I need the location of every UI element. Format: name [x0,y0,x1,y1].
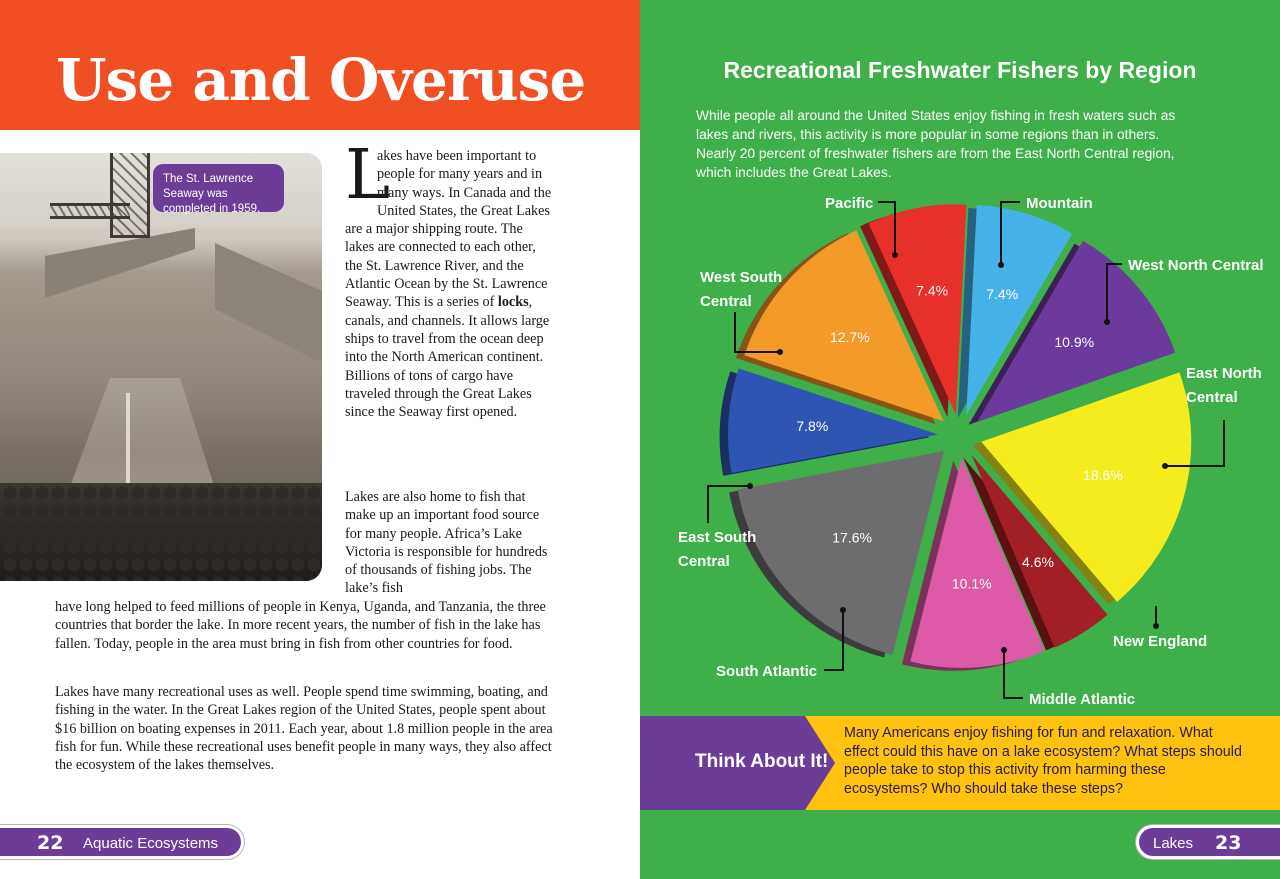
photo-caption: The St. Lawrence Seaway was completed in 1959. [153,164,284,212]
pie-value-label: 18.6% [1082,466,1123,483]
footer-chapter-title: Lakes [1153,835,1194,852]
paragraph-1-text-a: akes have been important to people for many years and in many ways. In Canada and the United States, the Great Lakes are a major shipping route. The lakes are connected to each other, the St. Lawrence River, and the Atlantic Ocean by the St. Lawrence Seaway. This is a series of [345,148,552,311]
paragraph-2-a: Lakes are also home to fish that make up an important food source for many people. Africa’s Lake Victoria is responsible for hundreds of thousands of fishing jobs. The lake’s fish [345,489,548,597]
pie-region-label: South Atlantic [716,663,818,680]
leader-dot [1153,623,1159,629]
right-page [640,0,1280,879]
pie-region-label: New England [1113,633,1208,650]
leader-dot [747,483,753,489]
pie-chart [640,0,1280,716]
leader-dot [1001,647,1007,653]
footer-right [1136,825,1280,859]
keyword-locks[interactable]: locks [497,294,529,311]
pie-value-label: 17.6% [832,529,872,546]
pie-region-label: Middle Atlantic [1029,691,1136,708]
drop-cap: L [345,136,391,215]
paragraph-2-b: have long helped to feed millions of people in Kenya, Uganda, and Tanzania, the three countries that border the lake. In more recent years, the number of fish in the lake has fallen. Today, people in the area must bring in fish from other countries for food. [55,599,546,652]
footer-left [0,825,244,859]
leader-dot [1104,319,1110,325]
pie-value-label: 7.4% [916,282,949,299]
pie-value-label: 7.8% [796,417,829,434]
think-about-it-title: Think About It! [695,751,829,772]
leader-dot [892,252,898,258]
think-about-it-text: Many Americans enjoy fishing for fun and relaxation. What effect could this have on a lake ecosystem? What steps should people take to stop this activity from harming these ecosystems? Who should take these steps? [844,725,1242,797]
pie-value-label: 10.1% [951,575,992,592]
pie-region-label: West North Central [1128,257,1264,274]
page-title: Use and Overuse [56,46,586,114]
footer-book-title: Aquatic Ecosystems [83,835,219,852]
leader-dot [840,607,846,613]
pie-value-label: 4.6% [1022,553,1054,570]
pie-region-label: Mountain [1026,195,1093,212]
leader-dot [998,262,1004,268]
pie-region-label: East North Central [1186,365,1262,406]
chart-title: Recreational Freshwater Fishers by Region [723,57,1197,83]
pie-region-label: West South Central [700,269,783,310]
pie-value-label: 10.9% [1054,333,1095,350]
leader-dot [777,349,783,355]
paragraph-1 [345,136,555,421]
pie-region-label: East South Central [678,529,757,570]
chart-intro: While people all around the United States enjoy fishing in fresh waters such as lakes and rivers, this activity is more popular in some regions than in others. Nearly 20 percent of freshwater fishers are from the East North Central region, which includes the Great Lakes. [696,108,1176,180]
seaway-photo [0,153,322,581]
page-number-right: 23 [1215,832,1242,854]
page-number-left: 22 [37,832,64,854]
pie-value-label: 7.4% [986,286,1019,303]
paragraph-1-text-b: , canals, and channels. It allows large ships to travel from the ocean deep into the North American continent. Billions of tons of cargo have traveled through the Great Lakes since the Seaway first opened. [345,294,550,421]
pie-region-label: Pacific [825,195,874,212]
leader-dot [1162,463,1168,469]
paragraph-3: Lakes have many recreational uses as well. People spend time swimming, boating, and fishing in the water. In the Great Lakes region of the United States, people spent about $16 billion on boating expenses in 2011. Each year, about 1.8 million people in the area fish for fun. While these recreational uses benefit people in many ways, they also affect the ecosystem of the lakes themselves. [55,684,553,774]
pie-value-label: 12.7% [829,329,870,346]
